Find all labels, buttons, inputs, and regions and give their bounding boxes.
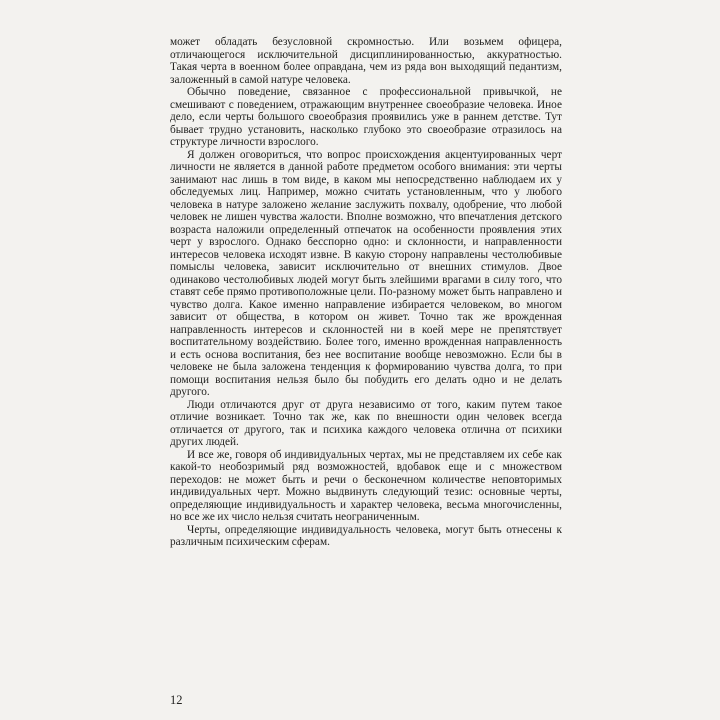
paragraph: И все же, говоря об индивидуальных чертах, мы не представляем их себе как какой-то необозримый ряд возможностей, вдобавок еще и с множеством переходов: не может быть и речи о бесконечном количестве неповторимых индивидуальных черт. Можно выдвинуть следующий тезис: основные черты, определяющие индивидуальность и характер человека, весьма многочисленны, но все же их число нельзя считать неограниченным. [170,448,562,523]
page-number: 12 [170,693,183,707]
page-text [170,36,562,549]
paragraph: Черты, определяющие индивидуальность человека, могут быть отнесены к различным психическим сферам. [170,523,562,548]
paragraph: Люди отличаются друг от друга независимо от того, каким путем такое отличие возникает. Точно так же, как по внешности один человек всегда отличается от другого, так и психика каждого человека отлична от психики других людей. [170,398,562,448]
paragraph: Я должен оговориться, что вопрос происхождения акцентуированных черт личности не является в данной работе предметом особого внимания: эти черты занимают нас лишь в том виде, в каком мы непосредственно наблюдаем их у обследуемых лиц. Например, можно считать установленным, что у любого человека в натуре заложено желание заслужить похвалу, одобрение, что любой человек не лишен чувства жалости. Вполне возможно, что впечатления детского возраста наложили определенный отпечаток на особенности проявления этих черт у взрослого. Однако бесспорно одно: и склонности, и направленности интересов человека исходят извне. В какую сторону направлены честолюбивые помыслы человека, зависит исключительно от внешних стимулов. Двое одинаково честолюбивых людей могут быть злейшими врагами в силу того, что ставят себе прямо противоположные цели. По-разному может быть направлено и чувство долга. Какое именно направление избирается человеком, во многом зависит от общества, в котором он живет. Точно так же врожденная направленность интересов и склонностей ни в коей мере не препятствует воспитательному воздействию. Более того, именно врожденная направленность и есть основа воспитания, без нее воспитание вообще невозможно. Если бы в человеке не была заложена тенденция к формированию чувства долга, то при помощи воспитания нельзя было бы побудить его делать одно и не делать другого. [170,148,562,398]
paragraph-continuation: может обладать безусловной скромностью. Или возьмем офицера, отличающегося исключительной дисциплинированностью, аккуратностью. Такая черта в военном более оправдана, чем из ряда вон выходящий педантизм, заложенный в самой натуре человека. [170,36,562,86]
paragraph: Обычно поведение, связанное с профессиональной привычкой, не смешивают с поведением, отражающим внутреннее своеобразие человека. Иное дело, если черты большого своеобразия проявились уже в раннем детстве. Тут бывает трудно установить, насколько глубоко это своеобразие отразилось на структуре личности взрослого. [170,86,562,148]
